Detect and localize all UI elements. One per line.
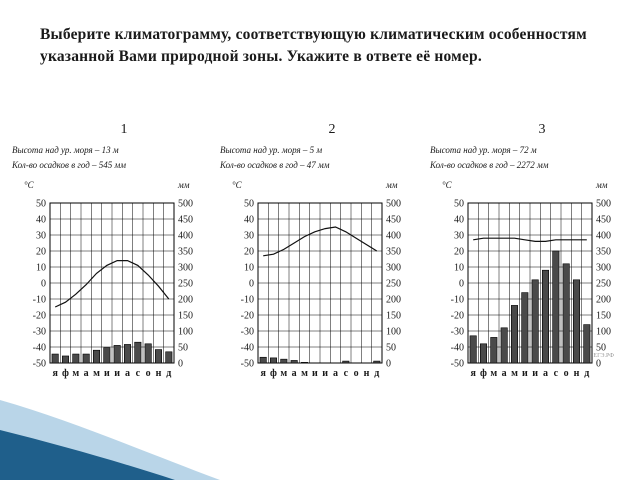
temperature-tick-label: 50 — [244, 198, 254, 210]
temperature-tick-label: 20 — [454, 246, 464, 258]
precipitation-tick-label: 150 — [386, 310, 401, 322]
precipitation-tick-label: 350 — [596, 246, 611, 258]
temperature-tick-label: -20 — [32, 310, 46, 322]
precipitation-tick-label: 400 — [178, 230, 193, 242]
chart-number: 1 — [120, 122, 128, 137]
month-label: м — [93, 368, 100, 379]
precipitation-tick-label: 400 — [596, 230, 611, 242]
precipitation-tick-label: 500 — [386, 198, 401, 210]
precipitation-bar — [135, 342, 141, 363]
precipitation-bar — [281, 359, 287, 363]
precipitation-bar — [260, 357, 266, 363]
temperature-tick-label: -30 — [450, 326, 464, 338]
precipitation-tick-label: 300 — [596, 262, 611, 274]
month-label: о — [563, 368, 569, 379]
precipitation-bar — [573, 280, 579, 363]
month-label: д — [374, 368, 380, 379]
precipitation-bar — [501, 328, 507, 363]
precipitation-total-label: Кол-во осадков в год – 545 мм — [12, 160, 127, 170]
precipitation-tick-label: 450 — [386, 214, 401, 226]
temperature-unit-label: °С — [232, 180, 242, 190]
precipitation-bar — [166, 352, 172, 363]
month-label: и — [521, 368, 528, 379]
precipitation-tick-label: 200 — [178, 294, 193, 306]
altitude-label: Высота над ур. моря – 5 м — [220, 145, 323, 155]
precipitation-tick-label: 0 — [178, 358, 183, 370]
month-label: и — [311, 368, 318, 379]
precipitation-tick-label: 350 — [178, 246, 193, 258]
month-label: о — [353, 368, 359, 379]
temperature-tick-label: 50 — [454, 198, 464, 210]
month-label: н — [155, 368, 162, 379]
month-label: с — [343, 368, 349, 379]
precipitation-tick-label: 0 — [596, 358, 601, 370]
temperature-tick-label: 40 — [244, 214, 254, 226]
temperature-tick-label: -10 — [240, 294, 254, 306]
month-label: м — [280, 368, 288, 379]
temperature-tick-label: 20 — [244, 246, 254, 258]
precipitation-bar — [511, 305, 517, 363]
precipitation-bar — [522, 293, 528, 363]
precipitation-bar — [52, 354, 58, 363]
precipitation-tick-label: 250 — [596, 278, 611, 290]
temperature-tick-label: -40 — [450, 342, 464, 354]
temperature-tick-label: 30 — [36, 230, 46, 242]
month-label: с — [553, 368, 559, 379]
temperature-tick-label: -50 — [450, 358, 464, 370]
precipitation-tick-label: 300 — [178, 262, 193, 274]
month-label: а — [83, 368, 89, 379]
precipitation-tick-label: 100 — [386, 326, 401, 338]
precipitation-tick-label: 150 — [178, 310, 193, 322]
month-label: я — [470, 368, 476, 379]
altitude-label: Высота над ур. моря – 13 м — [12, 145, 119, 155]
precipitation-tick-label: 150 — [596, 310, 611, 322]
temperature-tick-label: -50 — [240, 358, 254, 370]
precipitation-tick-label: 100 — [596, 326, 611, 338]
temperature-tick-label: -10 — [32, 294, 46, 306]
month-label: о — [145, 368, 151, 379]
precipitation-tick-label: 500 — [178, 198, 193, 210]
precipitation-tick-label: 0 — [386, 358, 391, 370]
month-label: ф — [270, 368, 277, 379]
precipitation-tick-label: 500 — [596, 198, 611, 210]
chart-number: 2 — [328, 122, 336, 137]
month-label: н — [363, 368, 370, 379]
month-label: д — [166, 368, 172, 379]
precipitation-tick-label: 100 — [178, 326, 193, 338]
precipitation-bar — [470, 336, 476, 363]
precipitation-bar — [104, 348, 110, 363]
month-label: а — [543, 368, 548, 379]
temperature-unit-label: °С — [24, 180, 34, 190]
precipitation-tick-label: 50 — [178, 342, 188, 354]
temperature-tick-label: -30 — [32, 326, 46, 338]
temperature-tick-label: 30 — [244, 230, 254, 242]
month-label: м — [511, 368, 518, 379]
month-label: я — [52, 368, 58, 379]
temperature-tick-label: 0 — [249, 278, 254, 290]
altitude-label: Высота над ур. моря – 72 м — [430, 145, 537, 155]
month-label: м — [301, 368, 308, 379]
temperature-tick-label: -40 — [32, 342, 46, 354]
precipitation-tick-label: 450 — [596, 214, 611, 226]
temperature-tick-label: 10 — [244, 262, 254, 274]
chart-2 — [219, 122, 401, 379]
month-label: а — [125, 368, 130, 379]
month-label: д — [584, 368, 590, 379]
month-label: м — [72, 368, 80, 379]
month-label: и — [322, 368, 329, 379]
precipitation-tick-label: 400 — [386, 230, 401, 242]
temperature-tick-label: 0 — [41, 278, 46, 290]
precipitation-bar — [270, 358, 276, 363]
precipitation-bar — [145, 344, 151, 363]
temperature-tick-label: 10 — [454, 262, 464, 274]
temperature-tick-label: 50 — [36, 198, 46, 210]
precipitation-tick-label: 450 — [178, 214, 193, 226]
precipitation-tick-label: 50 — [596, 342, 606, 354]
chart-1 — [11, 122, 193, 379]
temperature-tick-label: -40 — [240, 342, 254, 354]
precipitation-bar — [563, 264, 569, 363]
month-label: и — [103, 368, 110, 379]
precipitation-bar — [532, 280, 538, 363]
precipitation-bar — [124, 344, 130, 363]
precipitation-tick-label: 200 — [596, 294, 611, 306]
precipitation-bar — [301, 362, 307, 363]
precipitation-bar — [343, 361, 349, 363]
temperature-tick-label: 10 — [36, 262, 46, 274]
grid — [258, 203, 382, 363]
month-label: и — [114, 368, 121, 379]
temperature-tick-label: -20 — [240, 310, 254, 322]
question-text: Выберите климатограмму, соответствующую климатическим особенностям указанной Вами природной зоны. Укажите в ответе её номер. — [40, 26, 587, 65]
decorative-wave — [0, 400, 220, 480]
precipitation-tick-label: 350 — [386, 246, 401, 258]
precipitation-bar — [584, 325, 590, 363]
temperature-tick-label: 30 — [454, 230, 464, 242]
temperature-tick-label: 0 — [459, 278, 464, 290]
precipitation-bar — [83, 354, 89, 363]
precipitation-bar — [73, 354, 79, 363]
precipitation-bar — [374, 361, 380, 363]
precipitation-bar — [291, 360, 297, 363]
month-label: а — [501, 368, 507, 379]
precipitation-tick-label: 300 — [386, 262, 401, 274]
month-label: и — [532, 368, 539, 379]
precipitation-tick-label: 50 — [386, 342, 396, 354]
temperature-unit-label: °С — [442, 180, 452, 190]
precipitation-bar — [542, 270, 548, 363]
month-label: ф — [62, 368, 69, 379]
temperature-tick-label: -30 — [240, 326, 254, 338]
month-label: м — [490, 368, 498, 379]
precipitation-bar — [114, 345, 120, 363]
precipitation-tick-label: 250 — [386, 278, 401, 290]
precipitation-bar — [155, 350, 161, 363]
precipitation-bar — [553, 251, 559, 363]
temperature-tick-label: 40 — [454, 214, 464, 226]
temperature-tick-label: -10 — [450, 294, 464, 306]
chart-number: 3 — [538, 122, 546, 137]
precipitation-bar — [480, 344, 486, 363]
chart-3 — [429, 122, 614, 379]
month-label: я — [260, 368, 266, 379]
precipitation-tick-label: 250 — [178, 278, 193, 290]
temperature-tick-label: -20 — [450, 310, 464, 322]
precipitation-bar — [93, 350, 99, 363]
month-label: а — [291, 368, 297, 379]
precipitation-unit-label: мм — [386, 180, 398, 190]
month-label: а — [333, 368, 338, 379]
watermark-text: ЕГЭ.РФ — [593, 353, 614, 359]
precipitation-unit-label: мм — [596, 180, 608, 190]
temperature-tick-label: 40 — [36, 214, 46, 226]
month-label: н — [573, 368, 580, 379]
precipitation-bar — [62, 356, 68, 363]
temperature-tick-label: 20 — [36, 246, 46, 258]
month-label: с — [135, 368, 141, 379]
precipitation-tick-label: 200 — [386, 294, 401, 306]
precipitation-total-label: Кол-во осадков в год – 2272 мм — [430, 160, 549, 170]
precipitation-bar — [491, 337, 497, 363]
precipitation-total-label: Кол-во осадков в год – 47 мм — [220, 160, 330, 170]
precipitation-unit-label: мм — [178, 180, 190, 190]
temperature-tick-label: -50 — [32, 358, 46, 370]
month-label: ф — [480, 368, 487, 379]
